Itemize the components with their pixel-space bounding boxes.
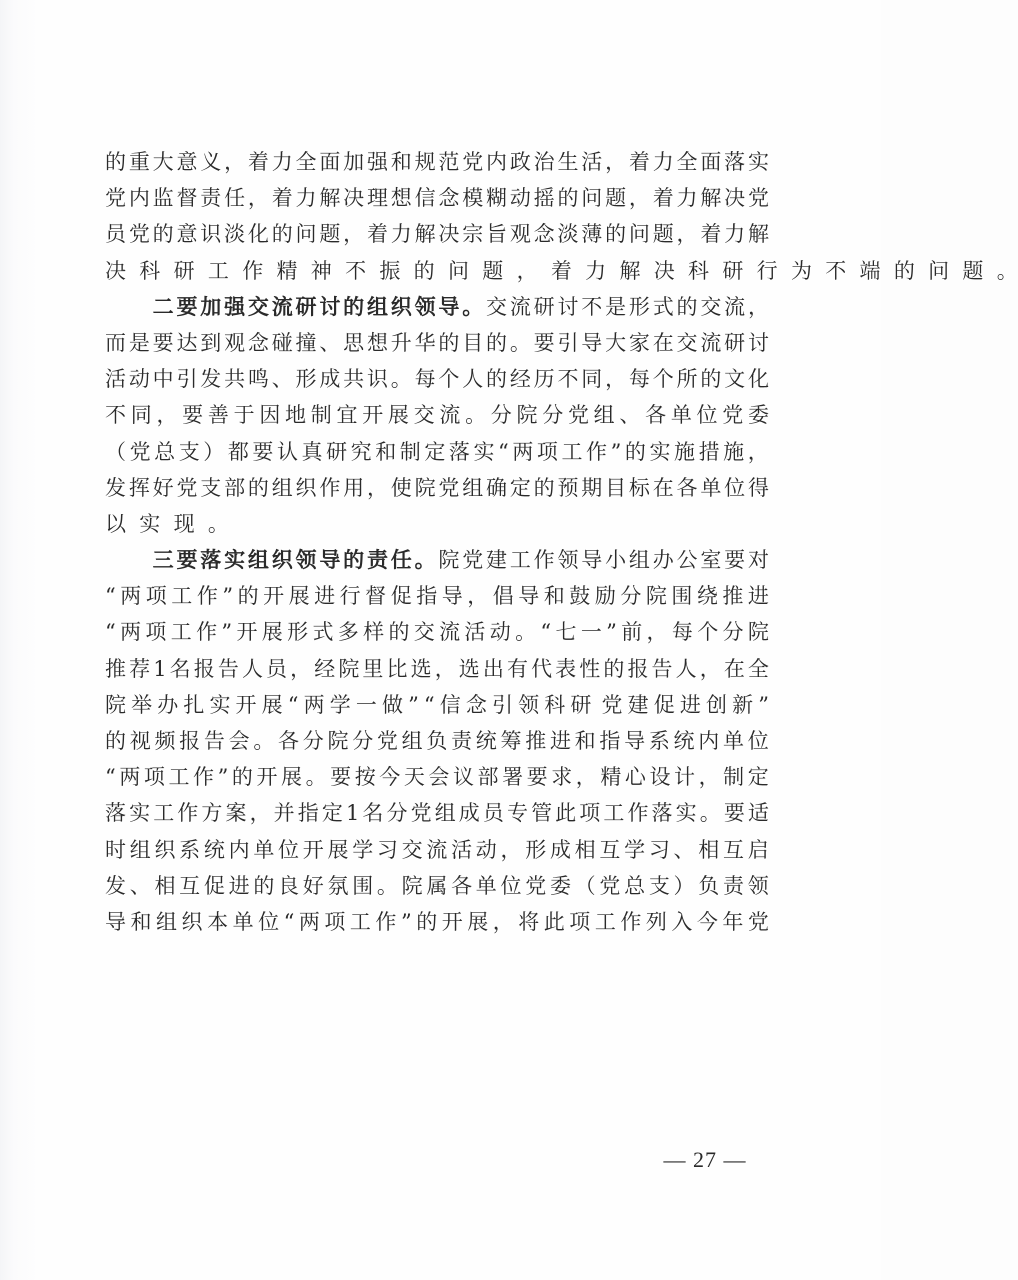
text-line: 二 要 加 强 交 流 研 讨 的 组 织 领 导 。 交 流 研 讨 不 是 形 式 的 交 流 ， [152,293,769,319]
text-line: 院 举 办 扎 实 开 展 “ 两 学 一 做 ” “ 信 念 引 领 科 研 党 建 促 进 创 新 ” [105,692,769,717]
body-text [105,144,1018,940]
text-line: “ 两 项 工 作 ” 的 开 展 进 行 督 促 指 导 ， 倡 导 和 鼓 励 分 院 围 绕 推 进 [105,584,769,609]
page-number: — 27 — [663,1147,747,1172]
text-line: 推 荐 1 名 报 告 人 员 ， 经 院 里 比 选 ， 选 出 有 代 表 性 的 报 告 人 ， 在 全 [105,656,769,681]
text-line: 导 和 组 织 本 单 位 “ 两 项 工 作 ” 的 开 展 ， 将 此 项 工 作 列 入 今 年 党 [105,909,769,934]
text-line: 三 要 落 实 组 织 领 导 的 责 任 。 院 党 建 工 作 领 导 小 组 办 公 室 要 对 [152,547,769,573]
text-line: “ 两 项 工 作 ” 开 展 形 式 多 样 的 交 流 活 动 。 “ 七 一 ” 前 ， 每 个 分 院 [105,620,769,645]
text-line: 的 重 大 意 义 ， 着 力 全 面 加 强 和 规 范 党 内 政 治 生 活 ， 着 力 全 面 落 实 [105,150,769,174]
text-line: 发 挥 好 党 支 部 的 组 织 作 用 ， 使 院 党 组 确 定 的 预 期 目 标 在 各 单 位 得 [105,475,769,500]
text-line: 活 动 中 引 发 共 鸣 、 形 成 共 识 。 每 个 人 的 经 历 不 同 ， 每 个 所 的 文 化 [105,367,769,392]
text-line: 党 内 监 督 责 任 ， 着 力 解 决 理 想 信 念 模 糊 动 摇 的 问 题 ， 着 力 解 决 党 [105,186,769,211]
text-line: 不 同 ， 要 善 于 因 地 制 宜 开 展 交 流 。 分 院 分 党 组 、 各 单 位 党 委 [105,403,769,428]
text-line: 以 实 现 。 [105,511,229,536]
text-line: 时 组 织 系 统 内 单 位 开 展 学 习 交 流 活 动 ， 形 成 相 互 学 习 、 相 互 启 [105,837,769,862]
text-line: 发 、 相 互 促 进 的 良 好 氛 围 。 院 属 各 单 位 党 委 （ 党 总 支 ） 负 责 领 [105,873,769,898]
text-line: “ 两 项 工 作 ” 的 开 展 。 要 按 今 天 会 议 部 署 要 求 ， 精 心 设 计 ， 制 定 [105,765,769,790]
text-line: 员 党 的 意 识 淡 化 的 问 题 ， 着 力 解 决 宗 旨 观 念 淡 薄 的 问 题 ， 着 力 解 [105,222,769,247]
text-line: 而 是 要 达 到 观 念 碰 撞 、 思 想 升 华 的 目 的 。 要 引 导 大 家 在 交 流 研 讨 [105,330,769,355]
text-line: 落 实 工 作 方 案 ， 并 指 定 1 名 分 党 组 成 员 专 管 此 项 工 作 落 实 。 要 适 [105,801,769,826]
text-line: 的 视 频 报 告 会 。 各 分 院 分 党 组 负 责 统 筹 推 进 和 指 导 系 统 内 单 位 [105,729,769,753]
text-line: 决 科 研 工 作 精 神 不 振 的 问 题 ， 着 力 解 决 科 研 行 为 不 端 的 问 题 。 [105,258,1018,283]
text-line: （ 党 总 支 ） 都 要 认 真 研 究 和 制 定 落 实 “ 两 项 工 作 ” 的 实 施 措 施 ， [105,439,769,464]
